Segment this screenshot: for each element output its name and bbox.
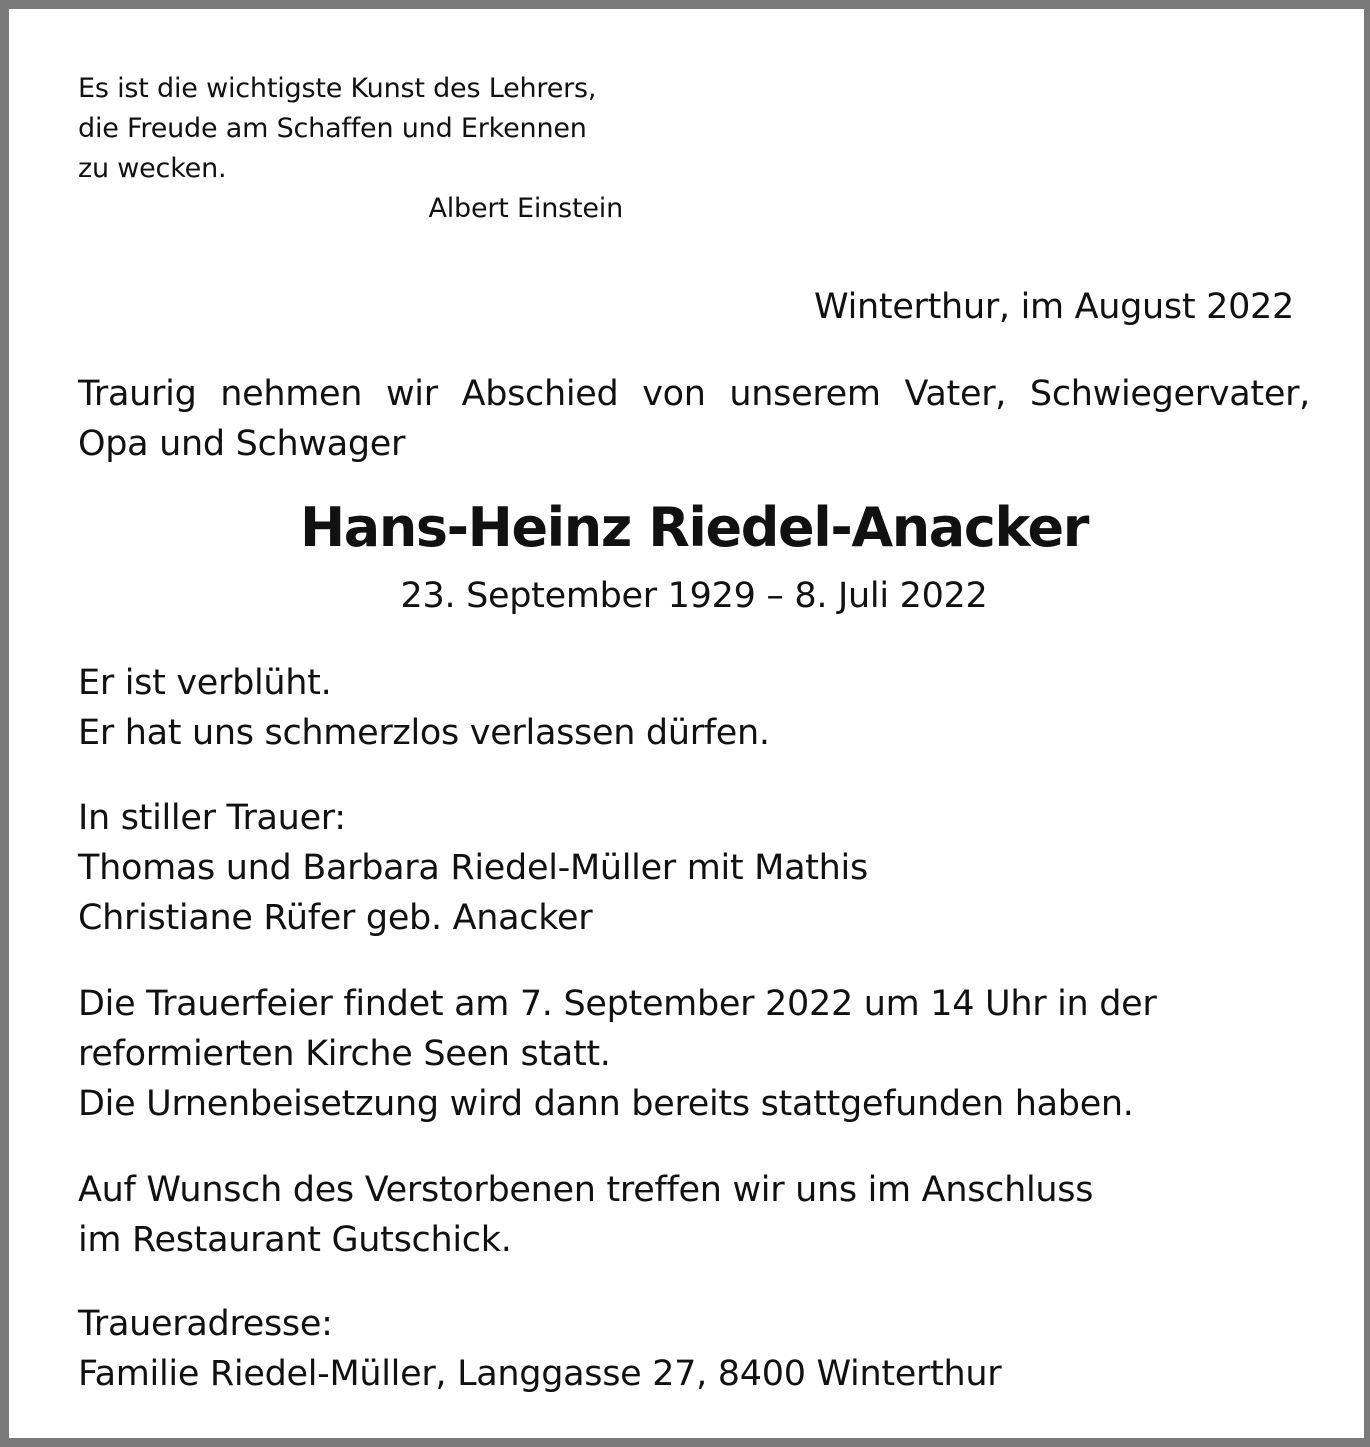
intro-line: Traurig nehmen wir Abschied von unserem Vater, Schwiegervater,	[78, 374, 1310, 414]
mourning-address	[78, 1299, 1310, 1399]
gathering-paragraph	[78, 1165, 1310, 1265]
intro-line: Opa und Schwager	[78, 424, 406, 464]
intro-paragraph	[78, 369, 1310, 469]
ceremony-paragraph	[78, 979, 1310, 1129]
mourners-heading: In stiller Trauer:	[78, 798, 346, 838]
place-and-date: Winterthur, im August 2022	[814, 287, 1294, 327]
mourners-section	[78, 793, 1310, 943]
life-dates: 23. September 1929 – 8. Juli 2022	[400, 576, 988, 616]
quote-line: Es ist die wichtigste Kunst des Lehrers,	[78, 73, 597, 104]
gathering-line: Auf Wunsch des Verstorbenen treffen wir uns im Anschluss	[78, 1170, 1094, 1210]
quote-line: die Freude am Schaffen und Erkennen	[78, 113, 587, 144]
mourner-name: Thomas und Barbara Riedel-Müller mit Mathis	[78, 848, 868, 888]
epigraph-quote	[78, 69, 623, 229]
ceremony-line: Die Urnenbeisetzung wird dann bereits stattgefunden haben.	[78, 1084, 1134, 1124]
farewell-line: Er ist verblüht.	[78, 663, 332, 703]
address-heading: Traueradresse:	[78, 1304, 333, 1344]
ceremony-line: Die Trauerfeier findet am 7. September 2022 um 14 Uhr in der	[78, 984, 1157, 1024]
farewell-line: Er hat uns schmerzlos verlassen dürfen.	[78, 713, 770, 753]
quote-line: zu wecken.	[78, 153, 227, 184]
mourner-name: Christiane Rüfer geb. Anacker	[78, 898, 593, 938]
ceremony-line: reformierten Kirche Seen statt.	[78, 1034, 611, 1074]
address-value: Familie Riedel-Müller, Langgasse 27, 8400 Winterthur	[78, 1354, 1002, 1394]
gathering-line: im Restaurant Gutschick.	[78, 1220, 512, 1260]
quote-author: Albert Einstein	[428, 193, 623, 224]
deceased-name: Hans-Heinz Riedel-Anacker	[300, 496, 1088, 559]
farewell-paragraph	[78, 658, 1310, 758]
